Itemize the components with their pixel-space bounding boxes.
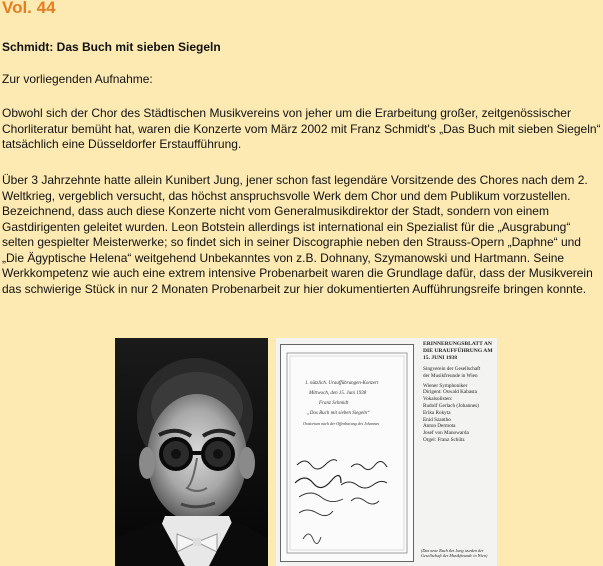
credit-line: Enid Szantho <box>423 416 451 423</box>
credit-line: Erika Rokyta <box>423 409 451 416</box>
credit-line: Wiener Symphoniker <box>423 382 468 389</box>
program-line-1: Mittwoch, den 15. Juni 1938 <box>309 391 367 396</box>
sheet-footnote: (Das neue Buch des Jung wurden der Gesellschaft der Musikfreunde in Wien) <box>421 548 488 558</box>
program-header: 1. nützlich. Uraufführungen-Konzert <box>305 381 379 386</box>
program-line-4: Oratorium nach der Offenbarung des Johannes <box>303 421 380 426</box>
volume-title: Vol. 44 <box>2 0 56 17</box>
sheet-title: ERINNERUNGSBLATT AN DIE URAUFFÜHRUNG AM 15. JUNI 1938 <box>423 341 493 361</box>
credit-line: Singverein der Gesellschaft <box>423 366 481 372</box>
conductor-portrait-photo <box>115 338 268 566</box>
intro-text: Zur vorliegenden Aufnahme: <box>2 72 153 86</box>
premiere-credits-panel <box>417 338 497 566</box>
program-line-3: „Das Buch mit sieben Siegeln“ <box>307 411 370 416</box>
credit-line: Anton Dermota <box>423 423 456 430</box>
credit-line: Josef von Manowarda <box>423 430 469 437</box>
program-line-2: Franz Schmidt <box>319 401 349 406</box>
page-heading: Schmidt: Das Buch mit sieben Siegeln <box>2 40 221 54</box>
signature-program-panel <box>280 344 414 562</box>
credit-line: Rudolf Gerlach (Johannes) <box>423 402 479 409</box>
credit-line: Vokalsolisten: <box>423 396 453 403</box>
paragraph-2: Über 3 Jahrzehnte hatte allein Kunibert Jung, jener schon fast legendäre Vorsitzende des Chores nach dem 2. Weltkrieg, vergeblich versucht, das höchst anspruchsvolle Werk dem Chor und dem Publikum vorzustellen. Bezeichnend, dass auch diese Konzerte nicht vom Generalmusikdirektor der Stadt, sondern von einem Gastdirigenten geleitet wurden. Leon Botstein allerdings ist international ein Spezialist für die „Ausgrabung“ selten gespielter Meisterwerke; so findet sich in seiner Discographie neben den Strauss-Opern „Daphne“ und „Die Ägyptische Helena“ weitgehend Unbekanntes von z.B. Dohnany, Szymanowski und Hartmann. Seine Werkkompetenz wie auch eine extrem intensive Probenarbeit waren die Grundlage dafür, dass der Musikverein das schwierige Stück in nur 2 Monaten Probenarbeit zur hier dokumentierten Aufführungsreife bringen konnte. <box>2 173 593 296</box>
credit-line: der Musikfreunde in Wien <box>423 372 478 379</box>
paragraph-1: Obwohl sich der Chor des Städtischen Musikvereins von jeher um die Erarbeitung großer, zeitgenössischer Chorliteratur bemüht hat, waren die Konzerte vom März 2002 mit Franz Schmidt's „Das Buch mit sieben Siegeln“ tatsächlich eine Düsseldorfer Erstaufführung. <box>2 106 601 151</box>
credit-line: Dirigent: Oswald Kabasta <box>423 389 477 396</box>
premiere-commemorative-sheet <box>276 338 497 566</box>
credit-line: Orgel: Franz Schütz <box>423 436 465 443</box>
